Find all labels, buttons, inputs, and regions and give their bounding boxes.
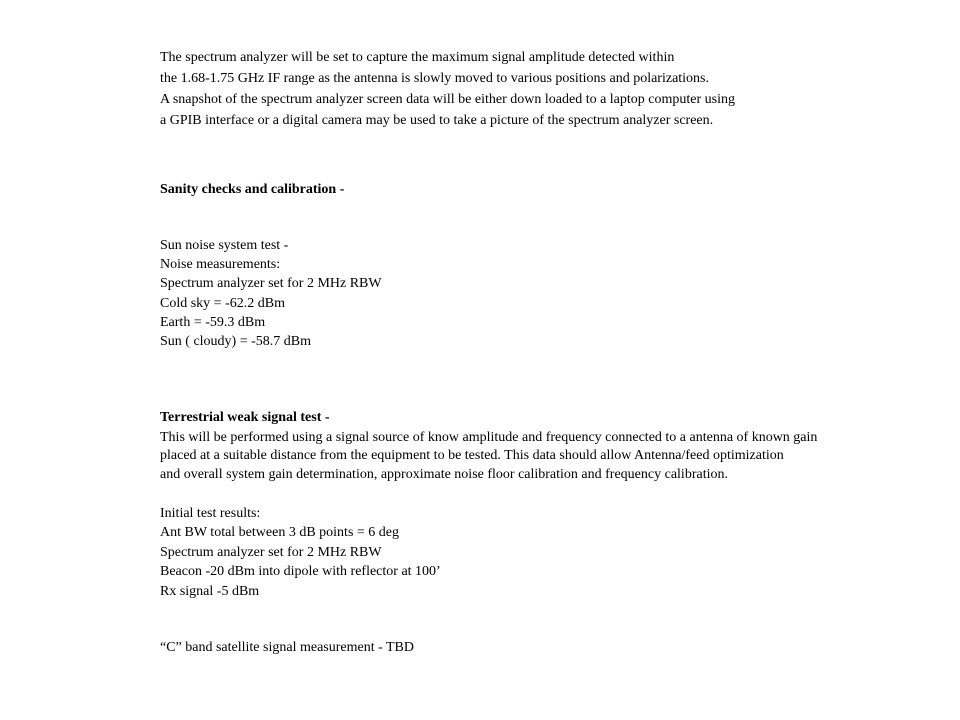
terrestrial-line-2: placed at a suitable distance from the equipment to be tested. This data should allow Antenna/feed optimization bbox=[160, 448, 784, 463]
beacon-line: Beacon -20 dBm into dipole with reflector at 100’ bbox=[160, 564, 441, 579]
sun-cloudy-line: Sun ( cloudy) = -58.7 dBm bbox=[160, 334, 311, 349]
sun-noise-heading: Sun noise system test - bbox=[160, 238, 289, 253]
sun-noise-rbw-line: Spectrum analyzer set for 2 MHz RBW bbox=[160, 276, 382, 291]
intro-line-1: The spectrum analyzer will be set to capture the maximum signal amplitude detected within bbox=[160, 50, 675, 65]
noise-measurements-label: Noise measurements: bbox=[160, 257, 281, 272]
sanity-checks-heading: Sanity checks and calibration - bbox=[160, 182, 345, 197]
ant-bw-line: Ant BW total between 3 dB points = 6 deg bbox=[160, 525, 399, 540]
initial-results-heading: Initial test results: bbox=[160, 506, 261, 521]
intro-line-4: a GPIB interface or a digital camera may be used to take a picture of the spectrum analyzer screen. bbox=[160, 113, 714, 128]
intro-line-3: A snapshot of the spectrum analyzer screen data will be either down loaded to a laptop computer using bbox=[160, 92, 735, 107]
initial-rbw-line: Spectrum analyzer set for 2 MHz RBW bbox=[160, 545, 382, 560]
cold-sky-line: Cold sky = -62.2 dBm bbox=[160, 296, 285, 311]
terrestrial-line-1: This will be performed using a signal source of know amplitude and frequency connected to a antenna of known gain bbox=[160, 430, 818, 445]
terrestrial-heading: Terrestrial weak signal test - bbox=[160, 410, 330, 425]
terrestrial-line-3: and overall system gain determination, approximate noise floor calibration and frequency calibration. bbox=[160, 467, 728, 482]
c-band-line: “C” band satellite signal measurement - TBD bbox=[160, 640, 415, 655]
earth-line: Earth = -59.3 dBm bbox=[160, 315, 266, 330]
intro-line-2: the 1.68-1.75 GHz IF range as the antenna is slowly moved to various positions and polarizations. bbox=[160, 71, 710, 86]
rx-signal-line: Rx signal -5 dBm bbox=[160, 584, 260, 599]
